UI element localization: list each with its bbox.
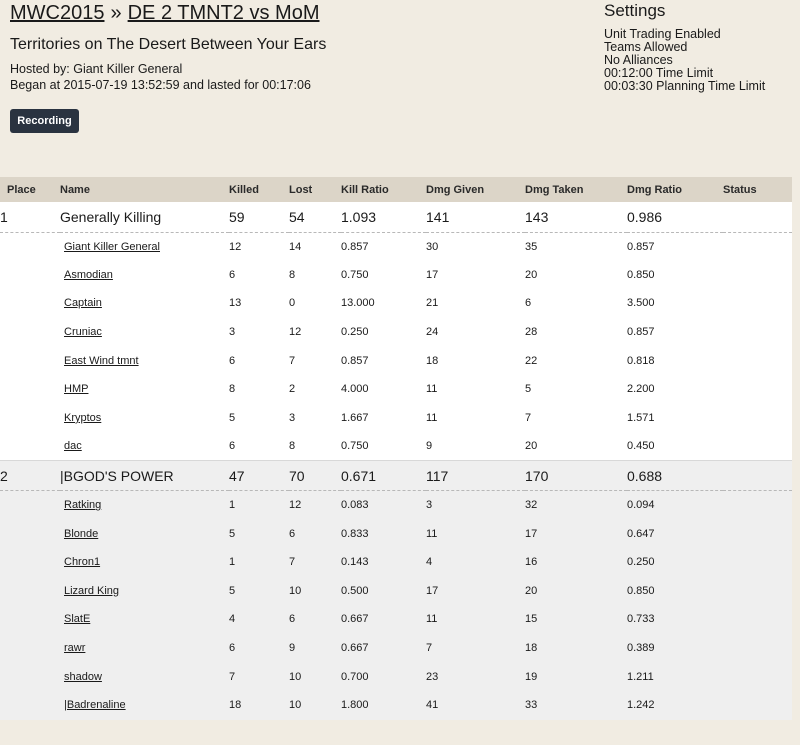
player-name-cell: [60, 318, 229, 347]
player-dmg-taken: 20: [525, 440, 538, 453]
player-dmg-given: 17: [426, 584, 439, 597]
player-name-link[interactable]: Chron1: [64, 556, 101, 569]
player-status: [723, 634, 792, 663]
player-status: [723, 375, 792, 404]
player-lost: 12: [289, 499, 302, 512]
team-killed: 47: [229, 461, 289, 491]
player-dmg-taken: 22: [525, 354, 538, 367]
player-killed: 6: [229, 268, 236, 281]
team-group-1: [0, 202, 792, 461]
player-place: [0, 491, 60, 520]
player-status: [723, 432, 792, 461]
breadcrumb-separator: »: [110, 2, 122, 24]
col-header-name: Name: [60, 183, 90, 196]
player-dmg-ratio: 1.571: [627, 411, 655, 424]
setting-planning-time-limit: 00:03:30 Planning Time Limit: [604, 79, 766, 93]
player-place: [0, 404, 60, 433]
player-name-link[interactable]: Kryptos: [64, 411, 102, 424]
player-place: [0, 261, 60, 290]
col-header-killed: Killed: [229, 183, 259, 196]
results-table: [0, 177, 792, 720]
player-status: [723, 318, 792, 347]
player-name-link[interactable]: Giant Killer General: [64, 240, 160, 253]
player-dmg-taken: 5: [525, 383, 532, 396]
team-row: [0, 202, 792, 232]
player-name-link[interactable]: Asmodian: [64, 268, 113, 281]
player-name-link[interactable]: Ratking: [64, 499, 102, 512]
player-row: [0, 289, 792, 318]
player-lost: 12: [289, 326, 302, 339]
team-kill-ratio: 0.671: [341, 461, 426, 491]
player-dmg-taken: 32: [525, 499, 538, 512]
team-row: [0, 461, 792, 491]
player-lost: 2: [289, 383, 296, 396]
player-status: [723, 491, 792, 520]
player-dmg-taken: 17: [525, 527, 538, 540]
player-lost: 3: [289, 411, 296, 424]
player-dmg-taken: 19: [525, 670, 538, 683]
player-name-link[interactable]: rawr: [64, 642, 86, 655]
player-place: [0, 691, 60, 720]
player-dmg-ratio: 0.818: [627, 354, 655, 367]
player-name-cell: [60, 346, 229, 375]
team-place: 1: [0, 202, 60, 232]
player-dmg-taken: 28: [525, 326, 538, 339]
player-killed: 5: [229, 527, 236, 540]
breadcrumb-tournament-link[interactable]: MWC2015: [10, 2, 105, 24]
player-place: [0, 318, 60, 347]
settings-list: [604, 28, 794, 93]
breadcrumb-game-link[interactable]: DE 2 TMNT2 vs MoM: [127, 2, 320, 24]
player-kill-ratio: 0.833: [341, 527, 369, 540]
player-dmg-ratio: 0.389: [627, 642, 655, 655]
player-dmg-given: 11: [426, 383, 438, 396]
player-killed: 7: [229, 670, 236, 683]
player-kill-ratio: 0.857: [341, 354, 369, 367]
player-name-link[interactable]: Blonde: [64, 527, 99, 540]
team-status: [723, 202, 792, 232]
player-kill-ratio: 0.700: [341, 670, 369, 683]
col-header-dmg-ratio: Dmg Ratio: [627, 183, 682, 196]
player-row: [0, 375, 792, 404]
player-lost: 7: [289, 354, 296, 367]
player-killed: 6: [229, 354, 236, 367]
player-name-link[interactable]: SlatE: [64, 613, 91, 626]
team-name: Generally Killing: [60, 202, 229, 232]
team-lost: 70: [289, 461, 341, 491]
page-subtitle: Territories on The Desert Between Your Ears: [10, 36, 327, 53]
player-status: [723, 346, 792, 375]
table-header-row: [0, 177, 792, 202]
team-status: [723, 461, 792, 491]
player-dmg-ratio: 0.647: [627, 527, 655, 540]
player-killed: 18: [229, 699, 242, 712]
player-lost: 6: [289, 613, 296, 626]
player-dmg-given: 21: [426, 297, 439, 310]
team-killed: 59: [229, 202, 289, 232]
player-dmg-ratio: 2.200: [627, 383, 655, 396]
player-kill-ratio: 1.800: [341, 699, 369, 712]
player-name-link[interactable]: East Wind tmnt: [64, 354, 139, 367]
col-header-lost: Lost: [289, 183, 313, 196]
player-name-cell: [60, 691, 229, 720]
player-killed: 5: [229, 584, 236, 597]
player-dmg-taken: 33: [525, 699, 538, 712]
player-name-cell: [60, 548, 229, 577]
player-dmg-ratio: 0.850: [627, 584, 655, 597]
col-header-kill-ratio: Kill Ratio: [341, 183, 389, 196]
player-killed: 6: [229, 642, 236, 655]
player-status: [723, 232, 792, 261]
breadcrumb: [10, 1, 570, 25]
player-lost: 10: [289, 670, 302, 683]
player-name-cell: [60, 491, 229, 520]
player-name-link[interactable]: Captain: [64, 297, 102, 310]
player-lost: 10: [289, 584, 302, 597]
player-killed: 1: [229, 499, 236, 512]
player-place: [0, 432, 60, 461]
player-name-cell: [60, 577, 229, 606]
player-dmg-ratio: 0.850: [627, 268, 655, 281]
player-dmg-given: 7: [426, 642, 433, 655]
player-dmg-taken: 18: [525, 642, 538, 655]
player-dmg-ratio: 1.242: [627, 699, 655, 712]
player-dmg-ratio: 0.450: [627, 440, 655, 453]
player-dmg-taken: 15: [525, 613, 538, 626]
player-dmg-given: 4: [426, 556, 433, 569]
player-lost: 8: [289, 440, 296, 453]
team-dmg-given: 117: [426, 461, 525, 491]
player-dmg-taken: 35: [525, 240, 538, 253]
player-row: [0, 404, 792, 433]
player-row: [0, 432, 792, 461]
player-status: [723, 605, 792, 634]
player-status: [723, 289, 792, 318]
player-dmg-given: 41: [426, 699, 439, 712]
player-kill-ratio: 0.857: [341, 240, 369, 253]
team-name: |BGOD'S POWER: [60, 461, 229, 491]
player-name-link[interactable]: shadow: [64, 670, 102, 683]
team-kill-ratio: 1.093: [341, 202, 426, 232]
player-name-link[interactable]: dac: [64, 440, 82, 453]
player-kill-ratio: 0.083: [341, 499, 369, 512]
settings-panel: [604, 0, 794, 93]
player-dmg-given: 23: [426, 670, 439, 683]
player-dmg-given: 17: [426, 268, 439, 281]
player-row: [0, 662, 792, 691]
player-dmg-given: 11: [426, 613, 438, 626]
player-name-cell: [60, 404, 229, 433]
player-kill-ratio: 0.250: [341, 326, 369, 339]
player-killed: 13: [229, 297, 242, 310]
player-lost: 10: [289, 699, 302, 712]
player-killed: 12: [229, 240, 242, 253]
began-at-text: Began at 2015-07-19 13:52:59 and lasted for 00:17:06: [10, 78, 311, 92]
player-dmg-ratio: 0.857: [627, 240, 655, 253]
player-status: [723, 404, 792, 433]
team-dmg-taken: 170: [525, 461, 627, 491]
player-name-cell: [60, 232, 229, 261]
player-killed: 3: [229, 326, 236, 339]
player-row: [0, 346, 792, 375]
results-table-wrapper: [0, 177, 792, 720]
player-place: [0, 662, 60, 691]
player-place: [0, 634, 60, 663]
player-dmg-ratio: 0.250: [627, 556, 655, 569]
player-status: [723, 519, 792, 548]
team-dmg-taken: 143: [525, 202, 627, 232]
player-row: [0, 577, 792, 606]
player-dmg-taken: 6: [525, 297, 532, 310]
player-row: [0, 491, 792, 520]
player-name-link[interactable]: HMP: [64, 383, 89, 396]
recording-button[interactable]: Recording: [10, 109, 79, 133]
player-killed: 4: [229, 613, 236, 626]
player-name-cell: [60, 634, 229, 663]
player-kill-ratio: 0.667: [341, 613, 369, 626]
player-killed: 1: [229, 556, 236, 569]
player-dmg-taken: 16: [525, 556, 538, 569]
player-row: [0, 261, 792, 290]
player-name-cell: [60, 519, 229, 548]
team-dmg-given: 141: [426, 202, 525, 232]
player-dmg-given: 30: [426, 240, 439, 253]
setting-alliances: No Alliances: [604, 53, 673, 67]
player-kill-ratio: 0.750: [341, 268, 369, 281]
player-status: [723, 691, 792, 720]
player-name-link[interactable]: Lizard King: [64, 584, 120, 597]
player-status: [723, 261, 792, 290]
player-status: [723, 662, 792, 691]
player-dmg-taken: 20: [525, 584, 538, 597]
player-lost: 0: [289, 297, 296, 310]
player-row: [0, 691, 792, 720]
setting-time-limit: 00:12:00 Time Limit: [604, 66, 714, 80]
player-row: [0, 605, 792, 634]
player-name-cell: [60, 605, 229, 634]
player-name-cell: [60, 662, 229, 691]
player-place: [0, 519, 60, 548]
player-dmg-ratio: 3.500: [627, 297, 655, 310]
player-kill-ratio: 0.750: [341, 440, 369, 453]
player-kill-ratio: 0.500: [341, 584, 369, 597]
player-dmg-given: 11: [426, 527, 438, 540]
team-place: 2: [0, 461, 60, 491]
player-place: [0, 548, 60, 577]
player-lost: 6: [289, 527, 296, 540]
player-status: [723, 577, 792, 606]
player-row: [0, 232, 792, 261]
player-name-cell: [60, 289, 229, 318]
player-name-cell: [60, 432, 229, 461]
settings-title: Settings: [604, 1, 666, 20]
player-kill-ratio: 13.000: [341, 297, 375, 310]
team-group-2: [0, 461, 792, 720]
player-dmg-given: 18: [426, 354, 439, 367]
player-dmg-given: 9: [426, 440, 433, 453]
setting-teams: Teams Allowed: [604, 40, 688, 54]
player-dmg-given: 11: [426, 411, 438, 424]
player-dmg-ratio: 0.857: [627, 326, 655, 339]
player-dmg-ratio: 0.094: [627, 499, 655, 512]
setting-unit-trading: Unit Trading Enabled: [604, 27, 721, 41]
player-row: [0, 318, 792, 347]
player-dmg-given: 3: [426, 499, 433, 512]
player-lost: 14: [289, 240, 302, 253]
player-killed: 6: [229, 440, 236, 453]
player-place: [0, 577, 60, 606]
col-header-status: Status: [723, 183, 757, 196]
player-dmg-taken: 20: [525, 268, 538, 281]
hosted-by-text: Hosted by: Giant Killer General: [10, 62, 183, 76]
player-dmg-given: 24: [426, 326, 439, 339]
col-header-dmg-given: Dmg Given: [426, 183, 485, 196]
team-lost: 54: [289, 202, 341, 232]
player-name-cell: [60, 261, 229, 290]
team-dmg-ratio: 0.688: [627, 461, 723, 491]
team-dmg-ratio: 0.986: [627, 202, 723, 232]
player-place: [0, 232, 60, 261]
player-place: [0, 289, 60, 318]
game-header: [10, 0, 570, 93]
player-row: [0, 519, 792, 548]
player-dmg-ratio: 1.211: [627, 670, 654, 683]
player-dmg-ratio: 0.733: [627, 613, 655, 626]
player-killed: 8: [229, 383, 236, 396]
player-status: [723, 548, 792, 577]
player-kill-ratio: 4.000: [341, 383, 369, 396]
player-dmg-taken: 7: [525, 411, 532, 424]
player-killed: 5: [229, 411, 236, 424]
player-place: [0, 375, 60, 404]
player-row: [0, 634, 792, 663]
col-header-dmg-taken: Dmg Taken: [525, 183, 584, 196]
player-name-cell: [60, 375, 229, 404]
player-place: [0, 346, 60, 375]
player-lost: 9: [289, 642, 296, 655]
player-name-link[interactable]: |Badrenaline: [64, 699, 126, 712]
player-lost: 8: [289, 268, 296, 281]
player-lost: 7: [289, 556, 296, 569]
player-place: [0, 605, 60, 634]
col-header-place: Place: [7, 183, 36, 196]
player-kill-ratio: 0.143: [341, 556, 369, 569]
player-row: [0, 548, 792, 577]
player-kill-ratio: 0.667: [341, 642, 369, 655]
player-kill-ratio: 1.667: [341, 411, 369, 424]
player-name-link[interactable]: Cruniac: [64, 326, 102, 339]
